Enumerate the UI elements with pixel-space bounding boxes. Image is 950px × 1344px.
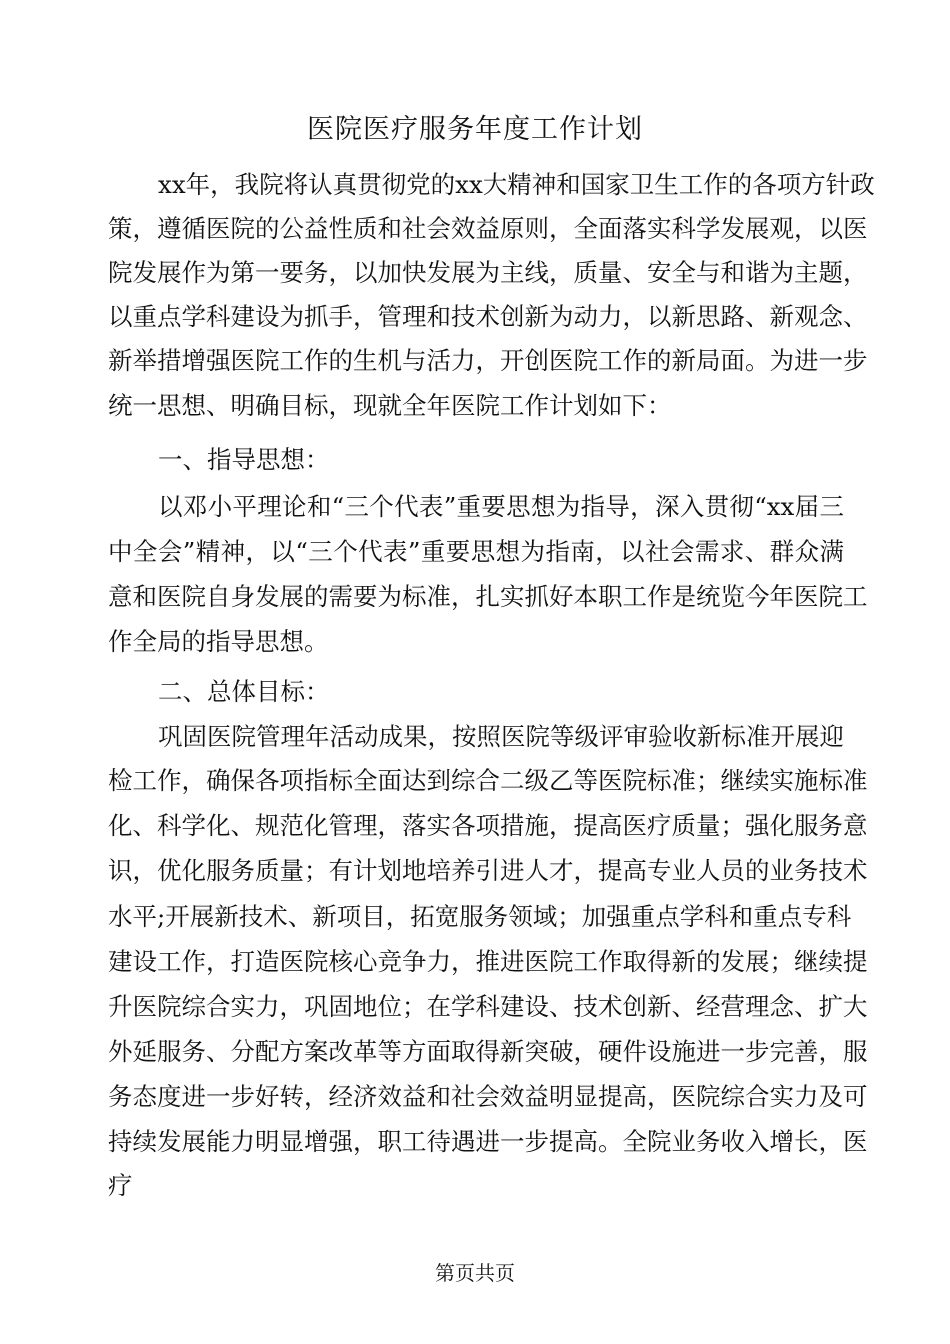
paragraph-line: 化、科学化、规范化管理，落实各项措施，提高医疗质量；强化服务意 — [108, 811, 868, 840]
section-heading: 一、指导思想： — [158, 445, 330, 474]
paragraph-line: 识，优化服务质量；有计划地培养引进人才，提高专业人员的业务技术 — [108, 856, 868, 885]
paragraph-line: 策，遵循医院的公益性质和社会效益原则，全面落实科学发展观，以医 — [108, 214, 868, 243]
paragraph-line: xx年，我院将认真贯彻党的xx大精神和国家卫生工作的各项方针政 — [158, 170, 875, 199]
paragraph-line: 统一思想、明确目标，现就全年医院工作计划如下： — [108, 391, 672, 420]
paragraph-line: 外延服务、分配方案改革等方面取得新突破，硬件设施进一步完善，服 — [108, 1037, 868, 1066]
paragraph-line: 水平;开展新技术、新项目，拓宽服务领域；加强重点学科和重点专科 — [108, 902, 852, 931]
paragraph-line: 新举措增强医院工作的生机与活力，开创医院工作的新局面。为进一步 — [108, 346, 868, 375]
paragraph-line: 巩固医院管理年活动成果，按照医院等级评审验收新标准开展迎 — [158, 722, 844, 751]
paragraph-line: 中全会”精神，以“三个代表”重要思想为指南，以社会需求、群众满 — [108, 537, 844, 566]
paragraph-line: 持续发展能力明显增强，职工待遇进一步提高。全院业务收入增长，医 — [108, 1127, 868, 1156]
paragraph-line: 以重点学科建设为抓手，管理和技术创新为动力，以新思路、新观念、 — [108, 302, 868, 331]
paragraph-line: 疗 — [108, 1171, 133, 1200]
paragraph-line: 检工作，确保各项指标全面达到综合二级乙等医院标准；继续实施标准 — [108, 766, 868, 795]
paragraph-line: 作全局的指导思想。 — [108, 627, 329, 656]
paragraph-line: 建设工作，打造医院核心竞争力，推进医院工作取得新的发展；继续提 — [108, 947, 868, 976]
paragraph-line: 务态度进一步好转，经济效益和社会效益明显提高，医院综合实力及可 — [108, 1082, 868, 1111]
paragraph-line: 院发展作为第一要务，以加快发展为主线，质量、安全与和谐为主题， — [108, 258, 868, 287]
section-heading: 二、总体目标： — [158, 677, 330, 706]
page-footer: 第页共页 — [435, 1261, 515, 1285]
paragraph-line: 意和医院自身发展的需要为标准，扎实抓好本职工作是统览今年医院工 — [108, 582, 868, 611]
document-title: 医院医疗服务年度工作计划 — [307, 114, 643, 145]
paragraph-line: 升医院综合实力，巩固地位；在学科建设、技术创新、经营理念、扩大 — [108, 992, 868, 1021]
paragraph-line: 以邓小平理论和“三个代表”重要思想为指导，深入贯彻“xx届三 — [158, 492, 844, 521]
